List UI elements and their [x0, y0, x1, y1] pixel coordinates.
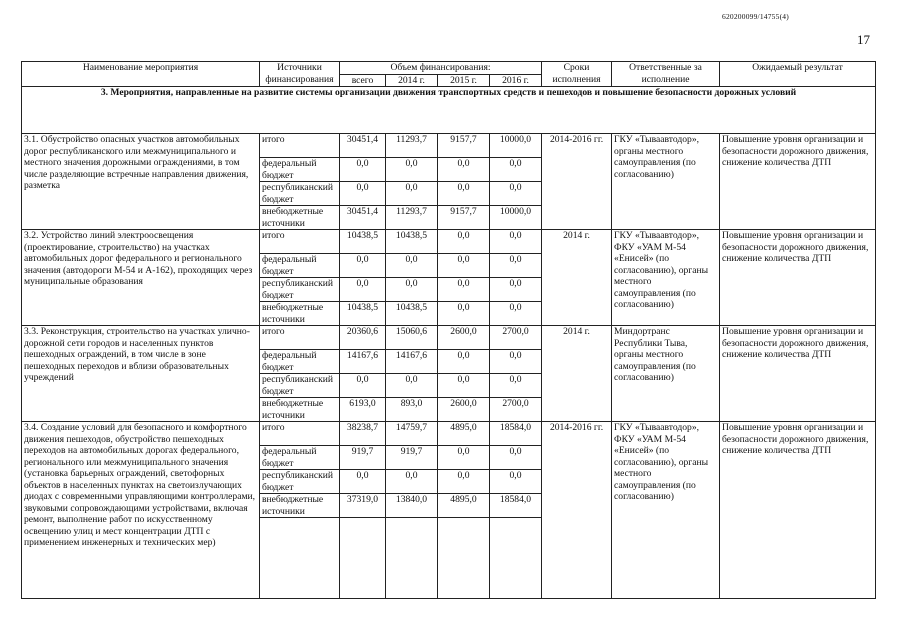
amount-y2016: 10000,0: [490, 134, 542, 158]
amount-y2014: 13840,0: [386, 494, 438, 518]
measure-result: Повышение уровня организации и безопасности дорожного движения, снижение количества ДТП: [720, 422, 876, 599]
amount-y2015: 0,0: [438, 254, 490, 278]
amount-y2015: 0,0: [438, 278, 490, 302]
amount-y2014: 11293,7: [386, 134, 438, 158]
header-sources: Источники финансирования: [260, 62, 340, 87]
section-title: 3. Мероприятия, направленные на развитие системы организации движения транспортных средств и пешеходов и повышение безопасности дорожных условий: [22, 87, 876, 134]
amount-y2016: 0,0: [490, 158, 542, 182]
table-row: [22, 134, 876, 158]
measure-result: Повышение уровня организации и безопасности дорожного движения, снижение количества ДТП: [720, 134, 876, 230]
source-label: внебюджетные источники: [260, 398, 340, 422]
amount-y2016: 0,0: [490, 446, 542, 470]
header-2015: 2015 г.: [438, 74, 490, 87]
amount-y2014: 15060,6: [386, 326, 438, 350]
document-id: 620200099/14755(4): [722, 12, 789, 21]
table-row: [22, 326, 876, 350]
amount-y2014: 0,0: [386, 158, 438, 182]
measures-table: [21, 61, 876, 599]
amount-y2016: 0,0: [490, 350, 542, 374]
amount-y2014: 10438,5: [386, 302, 438, 326]
amount-total: 0,0: [340, 470, 386, 494]
amount-y2016: 0,0: [490, 278, 542, 302]
amount-total: 0,0: [340, 374, 386, 398]
amount-total: 38238,7: [340, 422, 386, 446]
measure-name: 3.2. Устройство линий электроосвещения (проектирование, строительство) на участках автомобильных дорог федерального и регионального значения (автодороги М-54 и А-162), проходящих через муниципальные образования: [22, 230, 260, 326]
amount-y2014: 0,0: [386, 254, 438, 278]
source-label: федеральный бюджет: [260, 350, 340, 374]
table-row: [22, 230, 876, 254]
measure-responsible: ГКУ «Тываавтодор», органы местного самоуправления (по согласованию): [612, 134, 720, 230]
measure-result: Повышение уровня организации и безопасности дорожного движения, снижение количества ДТП: [720, 326, 876, 422]
amount-y2015: 4895,0: [438, 494, 490, 518]
amount-y2015: 0,0: [438, 374, 490, 398]
amount-total: 37319,0: [340, 494, 386, 518]
source-label: республиканский бюджет: [260, 374, 340, 398]
measure-responsible: ГКУ «Тываавтодор», ФКУ «УАМ М-54 «Енисей» (по согласованию), органы местного самоуправления (по согласованию): [612, 230, 720, 326]
source-label: республиканский бюджет: [260, 182, 340, 206]
amount-y2014: 0,0: [386, 374, 438, 398]
amount-y2014: 919,7: [386, 446, 438, 470]
amount-y2015: 9157,7: [438, 206, 490, 230]
source-label: внебюджетные источники: [260, 494, 340, 518]
empty-cell: [386, 518, 438, 599]
header-2014: 2014 г.: [386, 74, 438, 87]
amount-y2014: 14759,7: [386, 422, 438, 446]
measure-term: 2014-2016 гг.: [542, 134, 612, 230]
measure-name: 3.4. Создание условий для безопасного и комфортного движения пешеходов, обустройство пешеходных переходов на автомобильных дорогах федерального, регионального или межмуниципального значения (установка барьерных ограждений, светофорных объектов в населенных пунктах на светоизлучающих диодах с современными управляющими контроллерами, звуковыми сопровождающими устройствами, включая ремонт, выполнение работ по искусственному освещению улиц и мест концентрации ДТП с применением инженерных и технических мер): [22, 422, 260, 599]
amount-y2016: 0,0: [490, 182, 542, 206]
amount-y2015: 0,0: [438, 470, 490, 494]
source-label: федеральный бюджет: [260, 158, 340, 182]
header-terms: Сроки исполнения: [542, 62, 612, 87]
amount-y2016: 0,0: [490, 254, 542, 278]
amount-y2016: 10000,0: [490, 206, 542, 230]
empty-cell: [340, 518, 386, 599]
table-row: [22, 422, 876, 446]
amount-total: 6193,0: [340, 398, 386, 422]
measure-term: 2014 г.: [542, 230, 612, 326]
amount-y2016: 0,0: [490, 230, 542, 254]
source-label: республиканский бюджет: [260, 278, 340, 302]
header-total: всего: [340, 74, 386, 87]
source-label: итого: [260, 422, 340, 446]
empty-cell: [490, 518, 542, 599]
measure-result: Повышение уровня организации и безопасности дорожного движения, снижение количества ДТП: [720, 230, 876, 326]
source-label: федеральный бюджет: [260, 446, 340, 470]
header-funding: Объем финансирования:: [340, 62, 542, 75]
amount-y2015: 2600,0: [438, 326, 490, 350]
amount-total: 30451,4: [340, 206, 386, 230]
header-result: Ожидаемый результат: [720, 62, 876, 87]
source-label: республиканский бюджет: [260, 470, 340, 494]
measure-name: 3.1. Обустройство опасных участков автомобильных дорог республиканского или межмуниципального и местного значения дорожными ограждениями, в том числе разделяющие встречные направления движения, разметка: [22, 134, 260, 230]
amount-y2015: 0,0: [438, 158, 490, 182]
measure-responsible: Миндортранс Республики Тыва, органы местного самоуправления (по согласованию): [612, 326, 720, 422]
amount-y2014: 11293,7: [386, 206, 438, 230]
amount-y2015: 0,0: [438, 230, 490, 254]
amount-total: 0,0: [340, 278, 386, 302]
amount-total: 20360,6: [340, 326, 386, 350]
source-label: внебюджетные источники: [260, 302, 340, 326]
page-number: 17: [857, 32, 870, 47]
amount-y2015: 2600,0: [438, 398, 490, 422]
amount-y2015: 0,0: [438, 182, 490, 206]
amount-y2014: 14167,6: [386, 350, 438, 374]
amount-y2015: 0,0: [438, 302, 490, 326]
header-2016: 2016 г.: [490, 74, 542, 87]
amount-y2014: 10438,5: [386, 230, 438, 254]
source-label: итого: [260, 326, 340, 350]
amount-y2015: 0,0: [438, 446, 490, 470]
source-label: итого: [260, 230, 340, 254]
amount-total: 0,0: [340, 254, 386, 278]
amount-y2014: 0,0: [386, 182, 438, 206]
amount-y2014: 0,0: [386, 278, 438, 302]
amount-y2015: 0,0: [438, 350, 490, 374]
measure-term: 2014 г.: [542, 326, 612, 422]
amount-y2015: 9157,7: [438, 134, 490, 158]
amount-total: 14167,6: [340, 350, 386, 374]
amount-y2016: 2700,0: [490, 398, 542, 422]
header-responsible: Ответственные за исполнение: [612, 62, 720, 87]
amount-total: 10438,5: [340, 230, 386, 254]
amount-total: 0,0: [340, 158, 386, 182]
amount-total: 919,7: [340, 446, 386, 470]
amount-total: 0,0: [340, 182, 386, 206]
amount-y2016: 0,0: [490, 470, 542, 494]
amount-y2014: 893,0: [386, 398, 438, 422]
amount-y2016: 18584,0: [490, 422, 542, 446]
measure-name: 3.3. Реконструкция, строительство на участках улично-дорожной сети городов и населенных пунктов пешеходных ограждений, в том числе в зоне пешеходных переходов и вблизи образовательных учреждений: [22, 326, 260, 422]
measure-term: 2014-2016 гг.: [542, 422, 612, 599]
empty-cell: [260, 518, 340, 599]
amount-total: 10438,5: [340, 302, 386, 326]
amount-y2014: 0,0: [386, 470, 438, 494]
empty-cell: [438, 518, 490, 599]
measure-responsible: ГКУ «Тываавтодор», ФКУ «УАМ М-54 «Енисей» (по согласованию), органы местного самоуправления (по согласованию): [612, 422, 720, 599]
source-label: итого: [260, 134, 340, 158]
amount-y2015: 4895,0: [438, 422, 490, 446]
amount-total: 30451,4: [340, 134, 386, 158]
amount-y2016: 0,0: [490, 374, 542, 398]
source-label: внебюджетные источники: [260, 206, 340, 230]
source-label: федеральный бюджет: [260, 254, 340, 278]
amount-y2016: 18584,0: [490, 494, 542, 518]
amount-y2016: 2700,0: [490, 326, 542, 350]
header-name: Наименование мероприятия: [22, 62, 260, 87]
amount-y2016: 0,0: [490, 302, 542, 326]
